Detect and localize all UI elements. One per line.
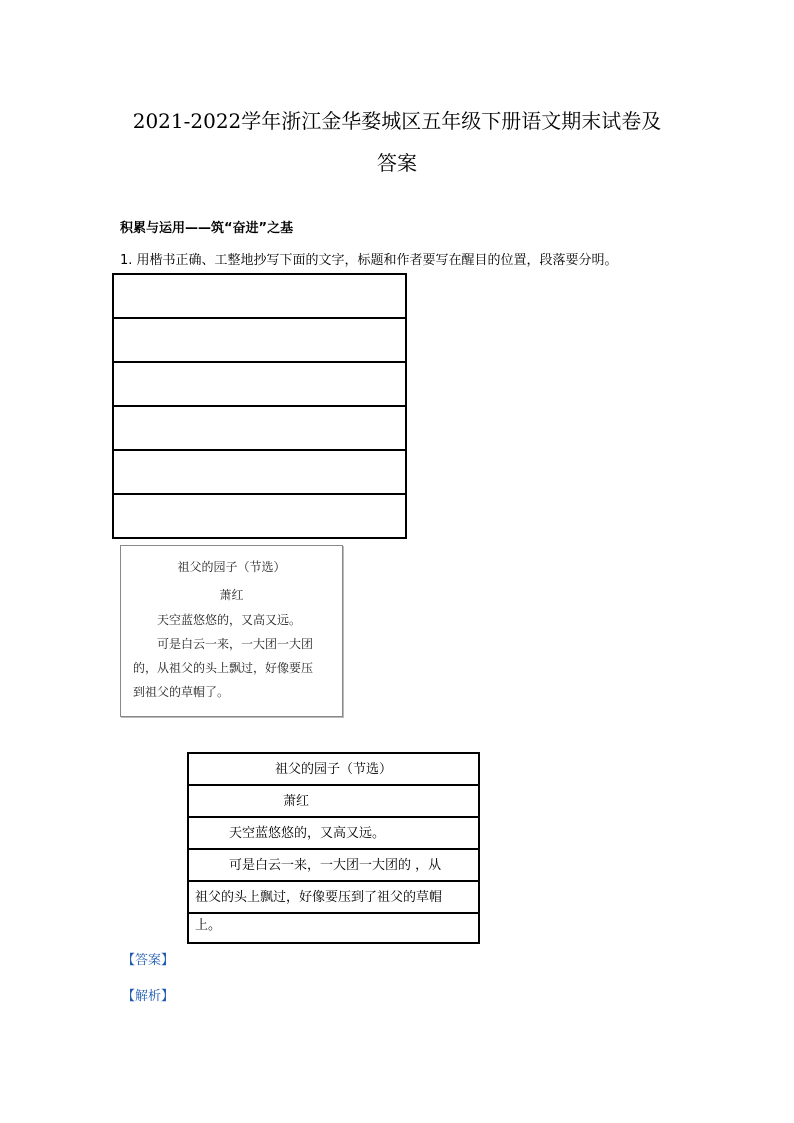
answer-line-1: 天空蓝悠悠的，又高又远。 xyxy=(189,818,478,850)
answer-line-3: 祖父的头上飘过，好像要压到了祖父的草帽 xyxy=(189,882,478,914)
question-1: 1. 用楷书正确、工整地抄写下面的文字，标题和作者要写在醒目的位置，段落要分明。 xyxy=(120,253,618,268)
writing-grid xyxy=(112,273,407,539)
answer-line-2: 可是白云一来，一大团一大团的 ，从 xyxy=(189,850,478,882)
title-line-2: 答案 xyxy=(377,151,417,175)
answer-line-4: 上。 xyxy=(195,918,222,933)
writing-row xyxy=(114,407,405,451)
source-line-2: 可是白云一来，一大团一大团 xyxy=(157,637,314,651)
title-line-1: 2021-2022学年浙江金华婺城区五年级下册语文期末试卷及 xyxy=(132,109,662,133)
answer-author: 萧红 xyxy=(189,786,478,818)
source-text-image xyxy=(120,545,343,717)
answer-title: 祖父的园子（节选） xyxy=(189,754,478,786)
source-author: 萧红 xyxy=(219,588,244,602)
answer-label: 【答案】 xyxy=(122,953,175,968)
source-line-4: 到祖父的草帽了。 xyxy=(133,685,230,699)
analysis-label: 【解析】 xyxy=(122,989,175,1004)
source-title: 祖父的园子（节选） xyxy=(177,560,286,574)
answer-table xyxy=(187,752,480,944)
section-heading: 积累与运用——筑“奋进”之基 xyxy=(120,221,294,236)
document-title xyxy=(110,100,684,184)
writing-row xyxy=(114,363,405,407)
source-line-1: 天空蓝悠悠的，又高又远。 xyxy=(157,613,302,627)
writing-row xyxy=(114,495,405,537)
source-line-3: 的，从祖父的头上飘过，好像要压 xyxy=(133,661,314,675)
writing-row xyxy=(114,275,405,319)
writing-row xyxy=(114,319,405,363)
writing-row xyxy=(114,451,405,495)
